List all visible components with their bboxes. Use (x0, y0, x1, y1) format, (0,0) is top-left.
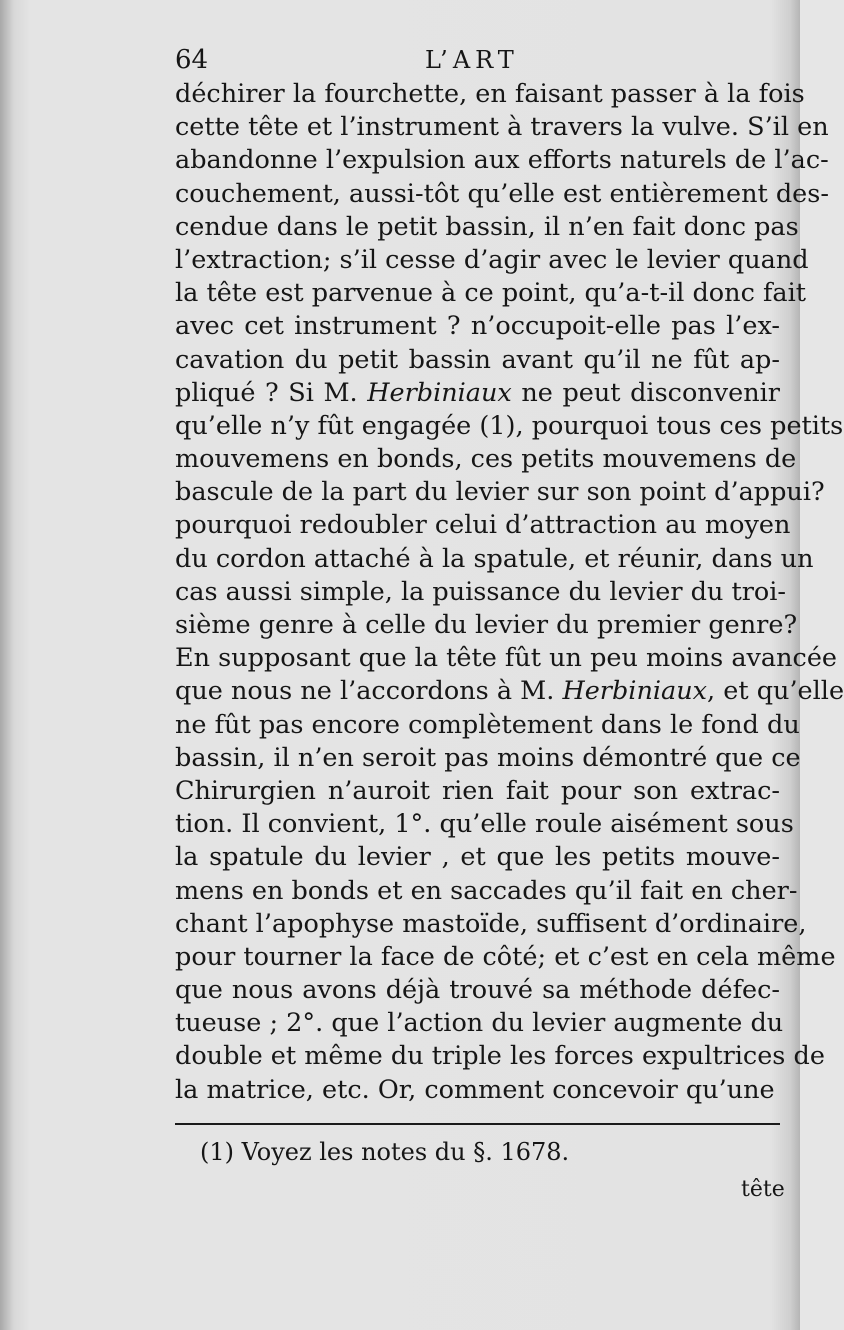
text-line: sième genre à celle du levier du premier genre? (175, 610, 798, 640)
text-line: double et même du triple les forces expultrices de (175, 1041, 825, 1072)
text-line: En supposant que la tête fût un peu moins avancée (175, 643, 838, 674)
text-line: tion. Il convient, 1°. qu’elle roule aisément sous (175, 809, 794, 840)
footnote: (1) Voyez les notes du §. 1678. (200, 1138, 570, 1166)
text-line: l’extraction; s’il cesse d’agir avec le levier quand (175, 244, 809, 275)
footnote-rule (175, 1123, 780, 1125)
text-line: couchement, aussi-tôt qu’elle est entièrement des- (175, 178, 829, 209)
text-line: Chirurgien n’auroit rien fait pour son extrac- (175, 775, 780, 806)
text-line: déchirer la fourchette, en faisant passer à la fois (175, 79, 805, 109)
body-text (175, 78, 844, 1107)
text-line: abandonne l’expulsion aux efforts naturels de l’ac- (175, 145, 829, 176)
text-line: tueuse ; 2°. que l’action du levier augmente du (175, 1008, 784, 1039)
text-line: cas aussi simple, la puissance du levier du troi- (175, 576, 787, 607)
text-line: pour tourner la face de côté; et c’est en cela même (175, 941, 836, 972)
text-line: avec cet instrument ? n’occupoit-elle pas l’ex- (175, 311, 780, 342)
text-line: bassin, il n’en seroit pas moins démontré que ce (175, 742, 801, 773)
text-line: la spatule du levier , et que les petits mouve- (175, 842, 780, 873)
page-number: 64 (175, 45, 209, 75)
italic-name: Herbiniaux (367, 377, 512, 408)
text-line: pliqué ? Si M. Herbiniaux ne peut disconvenir (175, 377, 780, 408)
text-line: bascule de la part du levier sur son point d’appui? (175, 477, 825, 508)
text-line: cette tête et l’instrument à travers la vulve. S’il en (175, 112, 829, 143)
text-line: la tête est parvenue à ce point, qu’a-t-il donc fait (175, 278, 807, 309)
text-line: qu’elle n’y fût engagée (1), pourquoi tous ces petits (175, 410, 844, 441)
running-title: L’ART (425, 46, 519, 74)
catchword: tête (741, 1177, 785, 1202)
text-line: cavation du petit bassin avant qu’il ne fût ap- (175, 344, 780, 375)
text-line: que nous avons déjà trouvé sa méthode défec- (175, 975, 780, 1006)
text-line: du cordon attaché à la spatule, et réunir, dans un (175, 543, 814, 574)
text-line: pourquoi redoubler celui d’attraction au moyen (175, 510, 791, 541)
text-line: mens en bonds et en saccades qu’il fait en cher- (175, 875, 798, 906)
text-line: que nous ne l’accordons à M. Herbiniaux, et qu’elle (175, 676, 844, 707)
running-head (175, 44, 765, 76)
text-line: mouvemens en bonds, ces petits mouvemens de (175, 444, 797, 475)
text-line: ne fût pas encore complètement dans le fond du (175, 709, 800, 740)
text-line: la matrice, etc. Or, comment concevoir qu’une (175, 1074, 775, 1105)
text-line: chant l’apophyse mastoïde, suffisent d’ordinaire, (175, 908, 807, 939)
italic-name: Herbiniaux (562, 676, 708, 707)
text-line: cendue dans le petit bassin, il n’en fait donc pas (175, 211, 799, 242)
